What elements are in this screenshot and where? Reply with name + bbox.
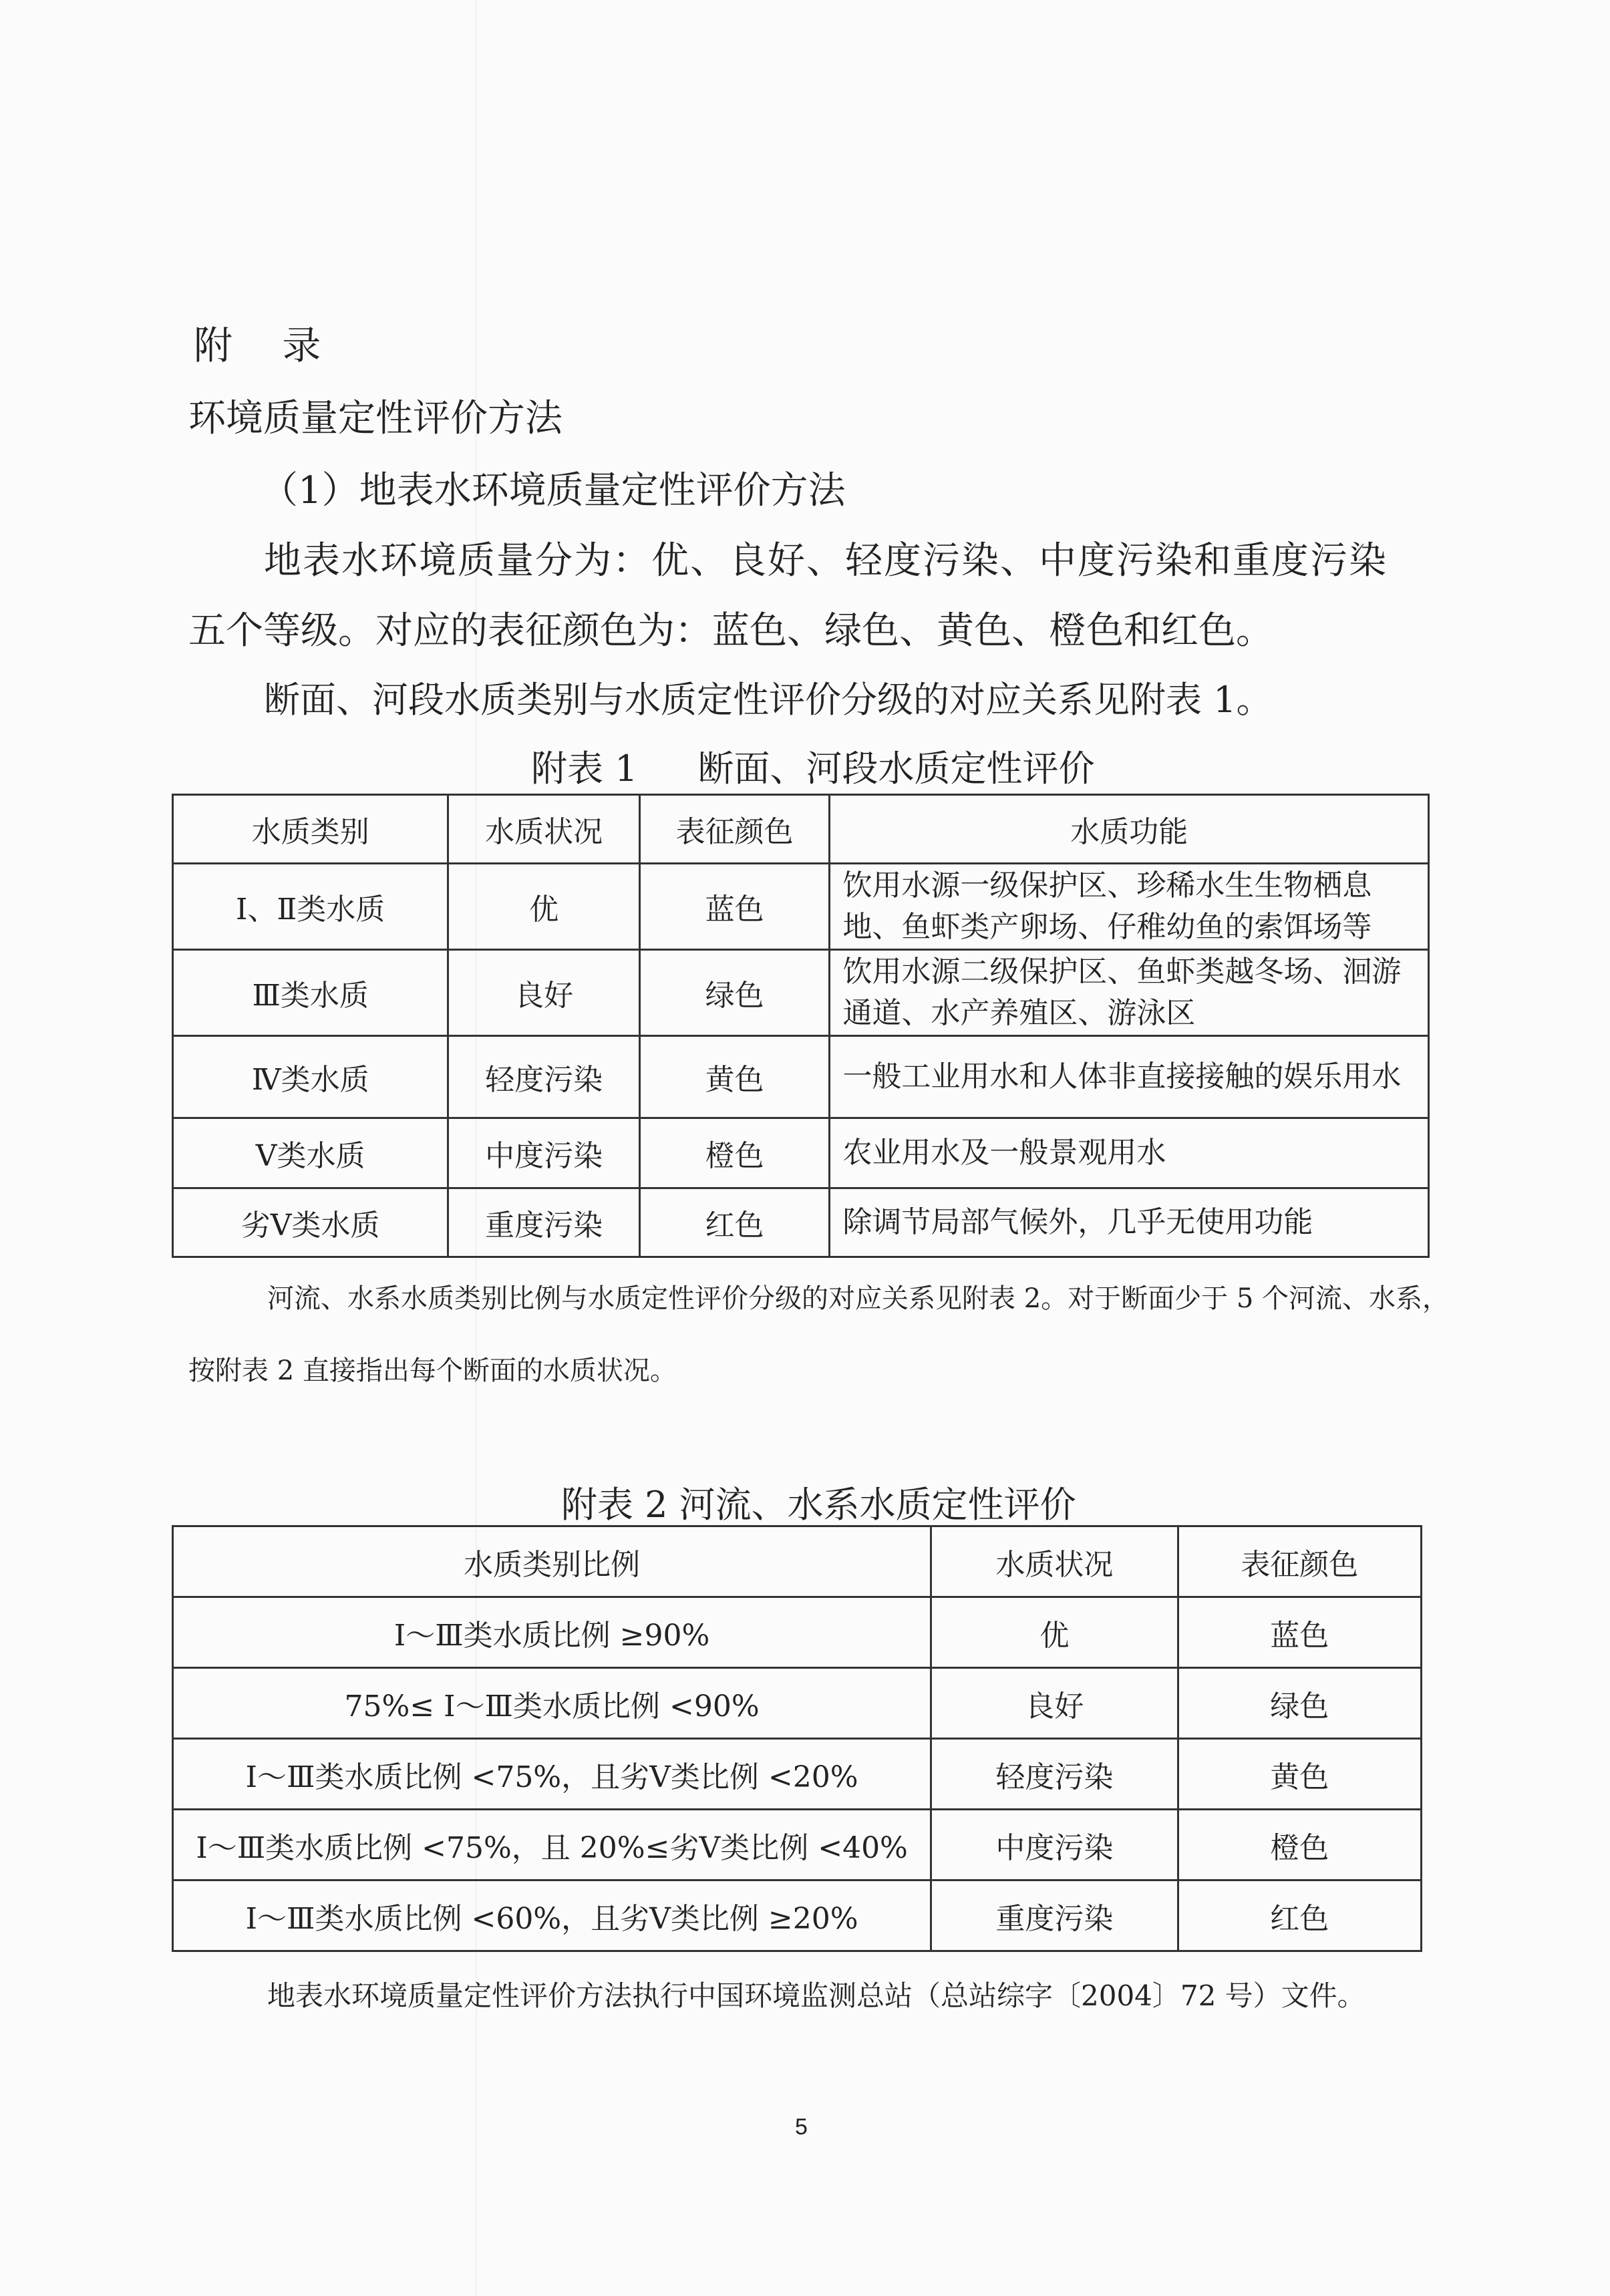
table1-cell-status: 中度污染: [448, 1118, 640, 1188]
table1-header-cell: 表征颜色: [639, 795, 830, 864]
subsection-title: （1）地表水环境质量定性评价方法: [261, 469, 846, 512]
paragraph-1-line-1: 地表水环境质量分为：优、良好、轻度污染、中度污染和重度污染: [264, 539, 1388, 583]
table1-cell-function: 除调节局部气候外，几乎无使用功能: [830, 1188, 1429, 1257]
table-row: [173, 950, 1429, 1036]
table-row: [173, 1880, 1422, 1951]
table1-cell-color: 绿色: [639, 950, 830, 1036]
table-row: [173, 1668, 1422, 1739]
table1: [172, 794, 1430, 1258]
table2-cell-color: 红色: [1178, 1880, 1421, 1951]
table-row: [173, 1036, 1429, 1118]
table1-cell-class: Ⅳ类水质: [173, 1036, 448, 1118]
note-line-1: 河流、水系水质类别比例与水质定性评价分级的对应关系见附表 2。对于断面少于 5 个河流、水系，: [267, 1283, 1450, 1314]
table1-header-cell: 水质类别: [173, 795, 448, 864]
appendix-heading: 附 录: [194, 323, 340, 368]
table2-cell-ratio: Ⅰ～Ⅲ类水质比例 <60%，且劣Ⅴ类比例 ≥20%: [173, 1880, 931, 1951]
table2-cell-ratio: Ⅰ～Ⅲ类水质比例 <75%，且劣Ⅴ类比例 <20%: [173, 1739, 931, 1810]
table1-caption-number: 附表 1: [531, 748, 638, 790]
section-title: 环境质量定性评价方法: [188, 397, 562, 440]
table2-cell-ratio: Ⅰ～Ⅲ类水质比例 <75%，且 20%≤劣Ⅴ类比例 <40%: [173, 1810, 931, 1880]
table-row: [173, 1810, 1422, 1880]
table1-cell-status: 良好: [448, 950, 640, 1036]
table2-cell-ratio: Ⅰ～Ⅲ类水质比例 ≥90%: [173, 1597, 931, 1668]
table2-cell-status: 重度污染: [931, 1880, 1178, 1951]
table1-cell-status: 轻度污染: [448, 1036, 640, 1118]
table2-cell-ratio: 75%≤ Ⅰ～Ⅲ类水质比例 <90%: [173, 1668, 931, 1739]
table2-cell-color: 绿色: [1178, 1668, 1421, 1739]
table2-header-row: [173, 1526, 1422, 1597]
table2-header-cell: 表征颜色: [1178, 1526, 1421, 1597]
table1-cell-function: 饮用水源一级保护区、珍稀水生生物栖息地、鱼虾类产卵场、仔稚幼鱼的索饵场等: [830, 864, 1429, 950]
table2-cell-color: 橙色: [1178, 1810, 1421, 1880]
table1-header-row: [173, 795, 1429, 864]
table1-header-cell: 水质功能: [830, 795, 1429, 864]
table1-cell-class: Ⅰ、Ⅱ类水质: [173, 864, 448, 950]
table1-cell-class: 劣Ⅴ类水质: [173, 1188, 448, 1257]
page-number: 5: [795, 2114, 808, 2140]
table-row: [173, 864, 1429, 950]
table1-cell-color: 橙色: [639, 1118, 830, 1188]
table1-caption: [531, 740, 1095, 792]
table-row: [173, 1597, 1422, 1668]
table1-cell-function: 一般工业用水和人体非直接接触的娱乐用水: [830, 1036, 1429, 1118]
table1-cell-color: 黄色: [639, 1036, 830, 1118]
paragraph-2: 断面、河段水质类别与水质定性评价分级的对应关系见附表 1。: [264, 679, 1273, 721]
table2-header-cell: 水质类别比例: [173, 1526, 931, 1597]
table2-cell-status: 良好: [931, 1668, 1178, 1739]
table1-cell-status: 重度污染: [448, 1188, 640, 1257]
table2: [172, 1525, 1422, 1952]
table1-cell-status: 优: [448, 864, 640, 950]
table1-cell-function: 饮用水源二级保护区、鱼虾类越冬场、洄游通道、水产养殖区、游泳区: [830, 950, 1429, 1036]
table1-header-cell: 水质状况: [448, 795, 640, 864]
table1-cell-class: Ⅴ类水质: [173, 1118, 448, 1188]
paragraph-1-line-2: 五个等级。对应的表征颜色为：蓝色、绿色、黄色、橙色和红色。: [188, 609, 1273, 653]
footer-note: 地表水环境质量定性评价方法执行中国环境监测总站（总站综字〔2004〕72 号）文件。: [267, 1979, 1365, 2012]
table2-cell-status: 优: [931, 1597, 1178, 1668]
table1-cell-color: 红色: [639, 1188, 830, 1257]
table1-cell-color: 蓝色: [639, 864, 830, 950]
table2-header-cell: 水质状况: [931, 1526, 1178, 1597]
table2-cell-status: 中度污染: [931, 1810, 1178, 1880]
table-row: [173, 1188, 1429, 1257]
note-line-2: 按附表 2 直接指出每个断面的水质状况。: [188, 1355, 677, 1386]
table2-caption: 附表 2 河流、水系水质定性评价: [561, 1484, 1076, 1526]
table2-cell-color: 黄色: [1178, 1739, 1421, 1810]
table1-cell-class: Ⅲ类水质: [173, 950, 448, 1036]
table1-cell-function: 农业用水及一般景观用水: [830, 1118, 1429, 1188]
table-row: [173, 1118, 1429, 1188]
table2-cell-color: 蓝色: [1178, 1597, 1421, 1668]
table2-cell-status: 轻度污染: [931, 1739, 1178, 1810]
table-row: [173, 1739, 1422, 1810]
table1-caption-title: 断面、河段水质定性评价: [697, 748, 1095, 790]
